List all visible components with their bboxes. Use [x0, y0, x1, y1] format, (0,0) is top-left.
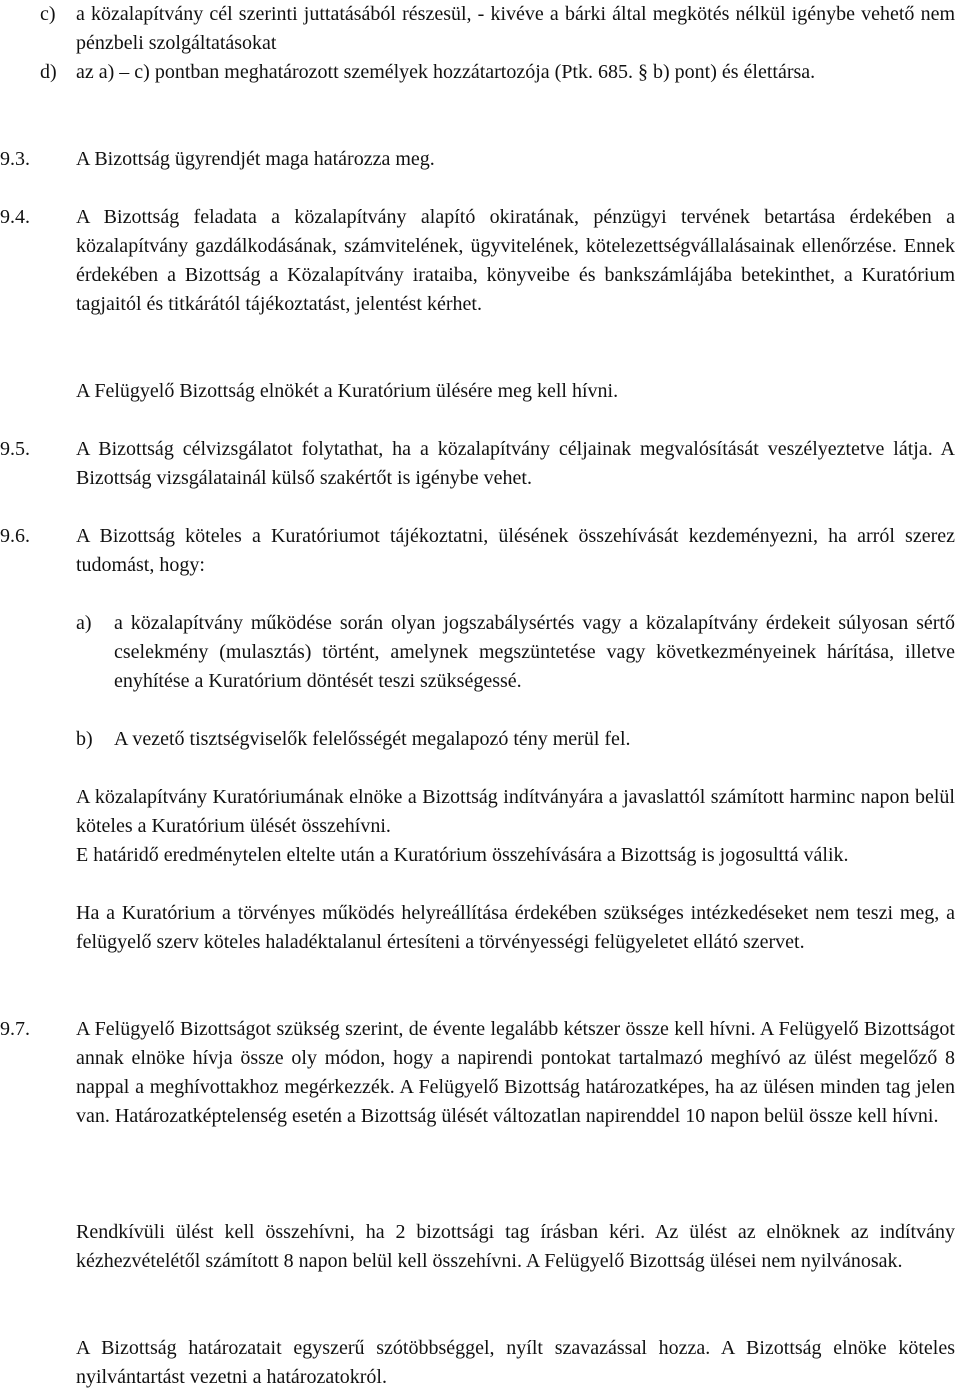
section-text: A Bizottság feladata a közalapítvány alapító okiratának, pénzügyi tervének betartása érdekében a közalapítvány gazdálkodásának, számvitelének, ügyvitelének, kötelezettségvállalásainak ellenőrzése. Ennek érdekében a Bizottság a Közalapítvány irataiba, könyveibe és bankszámlájába betekinthet, a Kuratórium tagjaitól és titkárától tájékoztatást, jelentést kérhet. — [76, 206, 955, 315]
section-number: 9.5. — [0, 438, 30, 460]
section-9-6 — [0, 522, 955, 580]
list-item-label: b) — [76, 728, 93, 750]
section-number: 9.7. — [0, 1018, 30, 1040]
section-paragraph: Rendkívüli ülést kell összehívni, ha 2 bizottsági tag írásban kéri. Az ülést az elnöknek az indítvány kézhezvételétől számított 8 napon belül kell összehívni. A Felügyelő Bizottság ülései nem nyilvánosak. — [76, 1221, 955, 1272]
section-text: A Felügyelő Bizottságot szükség szerint, de évente legalább kétszer össze kell hívni. A Felügyelő Bizottságot annak elnöke hívja össze oly módon, hogy a napirendi pontokat tartalmazó meghívó az ülést megelőző 8 nappal a meghívottakhoz megérkezzék. A Felügyelő Bizottság határozatképes, ha az ülésen minden tag jelen van. Határozatképtelenség esetén a Bizottság ülését változatlan napirenddel 10 napon belül össze kell hívni. — [76, 1018, 955, 1127]
section-paragraph: Ha a Kuratórium a törvényes működés helyreállítása érdekében szükséges intézkedéseket nem teszi meg, a felügyelő szerv köteles haladéktalanul értesíteni a törvényességi felügyeletet ellátó szervet. — [76, 902, 955, 953]
section-text: A Bizottság köteles a Kuratóriumot tájékoztatni, ülésének összehívását kezdeményezni, ha arról szerez tudomást, hogy: — [76, 525, 955, 576]
list-item — [40, 0, 955, 58]
section-number: 9.4. — [0, 206, 30, 228]
section-text: A Bizottság célvizsgálatot folytathat, ha a közalapítvány céljainak megvalósítását veszélyeztetve látja. A Bizottság vizsgálatainál külső szakértőt is igénybe vehet. — [76, 438, 955, 489]
section-paragraph: E határidő eredménytelen eltelte után a Kuratórium összehívására a Bizottság is jogosulttá válik. — [76, 844, 849, 866]
list-item — [40, 58, 955, 87]
section-9-4 — [0, 203, 955, 319]
list-item-label: a) — [76, 612, 92, 634]
list-item — [76, 725, 955, 754]
section-paragraph: A Felügyelő Bizottság elnökét a Kuratórium ülésére meg kell hívni. — [76, 380, 619, 402]
list-item-text: a közalapítvány cél szerinti juttatásából részesül, - kivéve a bárki által megkötés nélkül igénybe vehető nem pénzbeli szolgáltatásokat — [76, 3, 955, 54]
section-paragraph: A Bizottság határozatait egyszerű szótöbbséggel, nyílt szavazással hozza. A Bizottság elnöke köteles nyilvántartást vezetni a határozatokról. — [76, 1337, 955, 1388]
list-item-text: a közalapítvány működése során olyan jogszabálysértés vagy a közalapítvány érdekeit súlyosan sértő cselekmény (mulasztás) történt, amelynek megszüntetése vagy következményeinek hárítása, illetve enyhítése a Kuratórium döntését teszi szükségessé. — [114, 612, 955, 692]
section-9-5 — [0, 435, 955, 493]
section-9-3 — [0, 145, 955, 174]
section-paragraph: A közalapítvány Kuratóriumának elnöke a Bizottság indítványára a javaslattól számított harminc napon belül köteles a Kuratórium ülését összehívni. — [76, 786, 955, 837]
list-item-label: c) — [40, 3, 56, 25]
list-item-text: az a) – c) pontban meghatározott személyek hozzátartozója (Ptk. 685. § b) pont) és élettársa. — [76, 61, 816, 83]
list-item-label: d) — [40, 61, 57, 83]
section-number: 9.6. — [0, 525, 30, 547]
list-item-text: A vezető tisztségviselők felelősségét megalapozó tény merül fel. — [114, 728, 631, 750]
section-9-7 — [0, 1015, 955, 1131]
list-item — [76, 609, 955, 696]
section-text: A Bizottság ügyrendjét maga határozza meg. — [76, 148, 435, 170]
section-number: 9.3. — [0, 148, 30, 170]
